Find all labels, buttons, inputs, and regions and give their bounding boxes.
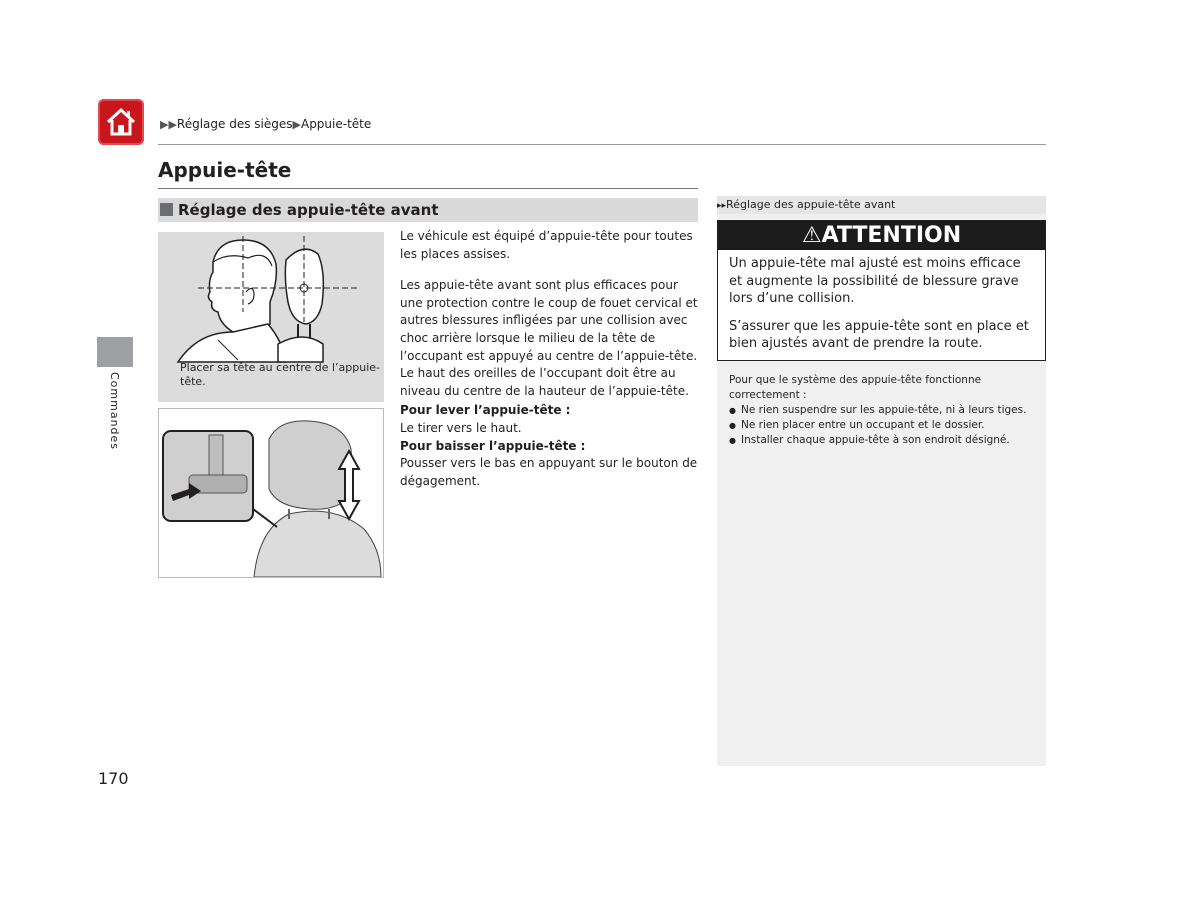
page-number: 170: [98, 769, 129, 788]
warning-triangle-icon: ⚠: [801, 223, 822, 248]
page-title: Appuie-tête: [158, 158, 292, 182]
intro-paragraph: Le véhicule est équipé d’appuie-tête pour toutes les places assises.: [400, 229, 693, 261]
side-tab-label: Commandes: [108, 372, 121, 451]
breadcrumb-arrows-icon: ▶▶: [160, 118, 177, 131]
section-square-icon: [160, 203, 173, 216]
breadcrumb-arrow-icon: ▶: [292, 118, 301, 131]
home-icon: [104, 105, 138, 139]
title-divider: [158, 188, 698, 189]
header-divider: [158, 144, 1046, 145]
side-tab-marker[interactable]: [97, 337, 133, 367]
breadcrumb-item-headrest[interactable]: Appuie-tête: [300, 117, 372, 131]
list-item: ● Ne rien suspendre sur les appuie-tête, ni à leurs tiges.: [729, 403, 1039, 418]
lower-heading: Pour baisser l’appuie-tête :: [400, 438, 586, 453]
raise-instruction: Le tirer vers le haut.: [400, 420, 522, 435]
note-reference-label: Réglage des appuie-tête avant: [726, 198, 896, 211]
main-text-column: [400, 228, 700, 490]
raise-heading: Pour lever l’appuie-tête :: [400, 403, 571, 418]
effectiveness-paragraph: Les appuie-tête avant sont plus efficaces pour une protection contre le coup de fouet cervical et autres blessures infligées par une collision avec choc arrière lorsque le milieu de la tête de l’occupant est appuyé au centre de l’appuie-tête. Le haut des oreilles de l’occupant doit être au niveau du centre de la hauteur de l’appuie-tête.: [400, 278, 698, 398]
breadcrumb-item-seats[interactable]: Réglage des sièges: [176, 117, 293, 131]
attention-header: [718, 221, 1045, 250]
headrest-adjust-illustration: [158, 408, 384, 578]
note-bullet-list: [729, 403, 1039, 448]
lower-instruction: Pousser vers le bas en appuyant sur le bouton de dégagement.: [400, 456, 698, 488]
note-intro: Pour que le système des appuie-tête fonctionne correctement :: [729, 374, 982, 401]
headrest-adjust-drawing: [159, 409, 383, 577]
breadcrumb: [160, 117, 371, 131]
home-button[interactable]: [98, 99, 144, 145]
attention-paragraph-1: Un appuie-tête mal ajusté est moins efficace et augmente la possibilité de blessure grave lors d’une collision.: [729, 256, 1021, 306]
figure-caption: Placer sa tête au centre de l’appuie-tête.: [180, 361, 381, 388]
note-text: [729, 373, 1039, 448]
list-item: ● Installer chaque appuie-tête à son endroit désigné.: [729, 433, 1039, 448]
attention-title: ATTENTION: [821, 223, 962, 248]
attention-paragraph-2: S’assurer que les appuie-tête sont en place et bien ajustés avant de prendre la route.: [729, 318, 1029, 351]
note-reference[interactable]: [717, 197, 895, 214]
attention-body: [729, 255, 1034, 363]
section-title: Réglage des appuie-tête avant: [178, 201, 439, 219]
list-item: ● Ne rien placer entre un occupant et le dossier.: [729, 418, 1039, 433]
reference-arrow-icon: ▸▸: [717, 201, 727, 211]
